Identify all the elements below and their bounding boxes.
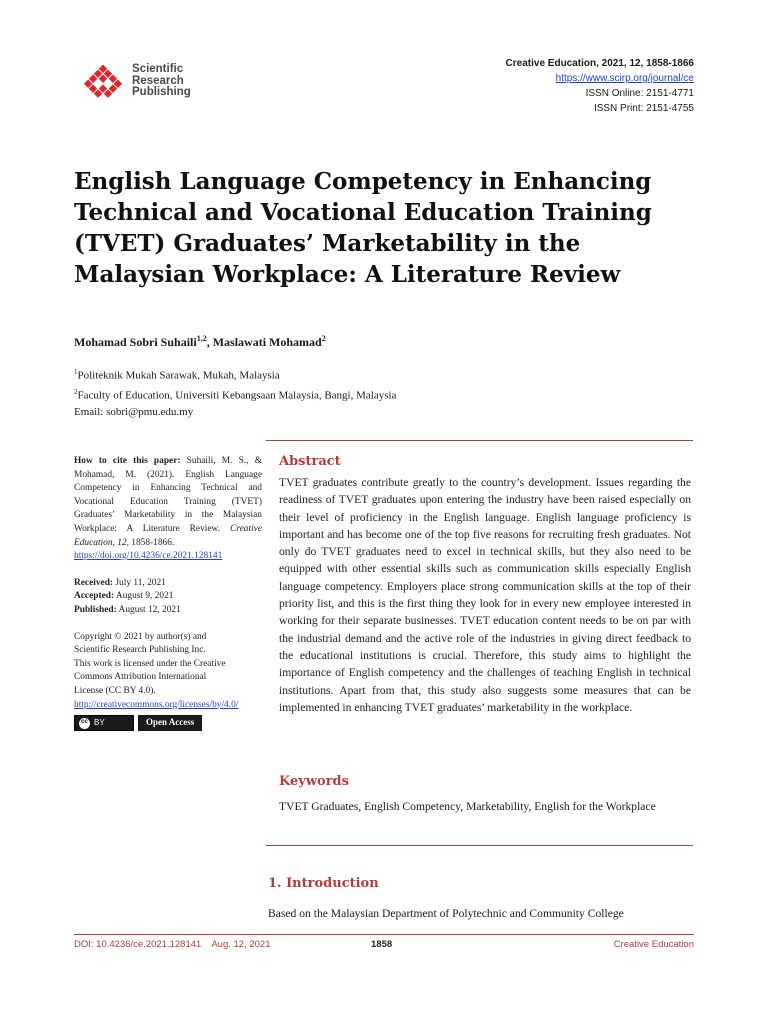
page-footer: [74, 939, 694, 953]
how-to-cite: How to cite this paper: Suhaili, M. S., & Mohamad, M. (2021). English Language Competency in Enhancing Technical and Vocational Education Training (TVET) Graduates’ Marketability in the Malaysian Workplace: A Literature Review. Creative Education, 12, 1858-1866. https://doi.org/10.4236/ce.2021.128141: [74, 456, 262, 562]
author-1: Mohamad Sobri Suhaili: [74, 335, 197, 349]
publisher-name: Scientific Research Publishing: [132, 63, 191, 98]
abstract-text: TVET graduates contribute greatly to the country’s development. Issues regarding the readiness of TVET graduates upon entering the industry have been raised especially on their level of proficiency in the English language. English language proficiency is important and has become one of the top five reasons for recruiting fresh graduates. Not only do TVET graduates need to excel in technical skills, but they also need to be equipped with other essential skills such as communication skills especially English language competency. Employers place strong communication skills at the top of their priority list, and this is the first thing they look for in every new employee interested in working for their separate businesses. TVET education content needs to be on par with the industrial demand and the active role of the industries in giving direct feedback to the educational institutions is crucial. Therefore, this study aims to highlight the importance of English competency and the challenges of teaching English in technical institutions. Apart from that, this study also suggests some measures that can be implemented in enhancing TVET graduates’ marketability in the workplace.: [279, 476, 691, 714]
author-email: Email: sobri@pmu.edu.my: [74, 406, 194, 419]
affiliation-2: $^2$Faculty of Education, Universiti Kebangsaan Malaysia, Bangi, Malaysia: [74, 388, 397, 402]
license-link[interactable]: http://creativecommons.org/licenses/by/4.0/: [74, 699, 239, 710]
issn-online: ISSN Online: 2151-4771: [585, 88, 694, 99]
author-2-affiliation-mark: 2: [321, 334, 326, 343]
affiliations: [74, 364, 396, 421]
journal-info: [506, 56, 694, 116]
received-date: Received: July 11, 2021: [74, 577, 166, 588]
introduction-heading: 1. Introduction: [268, 876, 379, 891]
author-1-affiliation-mark: 1,2: [196, 334, 207, 343]
by-label: BY: [94, 718, 105, 728]
footer-doi: DOI: 10.4236/ce.2021.128141 Aug. 12, 2021: [74, 939, 271, 950]
cite-label: How to cite this paper:: [74, 456, 181, 466]
citation-sidebar: [74, 455, 262, 731]
author-2: Maslawati Mohamad: [212, 335, 322, 349]
abstract-heading: Abstract: [279, 454, 341, 469]
publisher-logo: [76, 54, 206, 114]
doi-link[interactable]: https://doi.org/10.4236/ce.2021.128141: [74, 551, 223, 562]
paper-title: English Language Competency in Enhancing Technical and Vocational Education Training (TVET) Graduates’ Marketability in the Malaysian Workplace: A Literature Review: [74, 168, 652, 288]
open-access-badge[interactable]: Open Access: [138, 715, 202, 731]
publisher-logo-icon: [76, 56, 130, 110]
author-separator: ,: [206, 335, 213, 349]
published-date: Published: August 12, 2021: [74, 604, 181, 615]
issn-print: ISSN Print: 2151-4755: [593, 103, 694, 114]
article-dates: [74, 577, 262, 618]
introduction-text: Based on the Malaysian Department of Polytechnic and Community College: [268, 907, 624, 920]
author-list: [74, 334, 326, 350]
license-badges: [74, 715, 262, 731]
cc-icon: cc: [79, 718, 90, 729]
keywords-text: TVET Graduates, English Competency, Marketability, English for the Workplace: [279, 800, 656, 813]
accepted-date: Accepted: August 9, 2021: [74, 591, 174, 602]
abstract-top-rule: [266, 440, 693, 441]
page-number: 1858: [371, 939, 393, 950]
abstract-bottom-rule: [266, 845, 693, 846]
journal-citation: Creative Education, 2021, 12, 1858-1866: [505, 58, 694, 69]
affiliation-1: $^1$Politeknik Mukah Sarawak, Mukah, Malaysia: [74, 368, 280, 382]
journal-url-link[interactable]: https://www.scirp.org/journal/ce: [555, 73, 694, 84]
license-info: Copyright © 2021 by author(s) and Scientific Research Publishing Inc. This work is licensed under the Creative Commons Attribution International License (CC BY 4.0). http://creativecommons.org/licenses/by/4.0/: [74, 631, 239, 710]
keywords-heading: Keywords: [279, 774, 349, 789]
cc-by-badge[interactable]: [74, 715, 134, 731]
footer-journal: Creative Education: [613, 939, 694, 950]
cite-journal: Creative Education, 12,: [74, 523, 262, 548]
footer-rule: [74, 934, 694, 935]
